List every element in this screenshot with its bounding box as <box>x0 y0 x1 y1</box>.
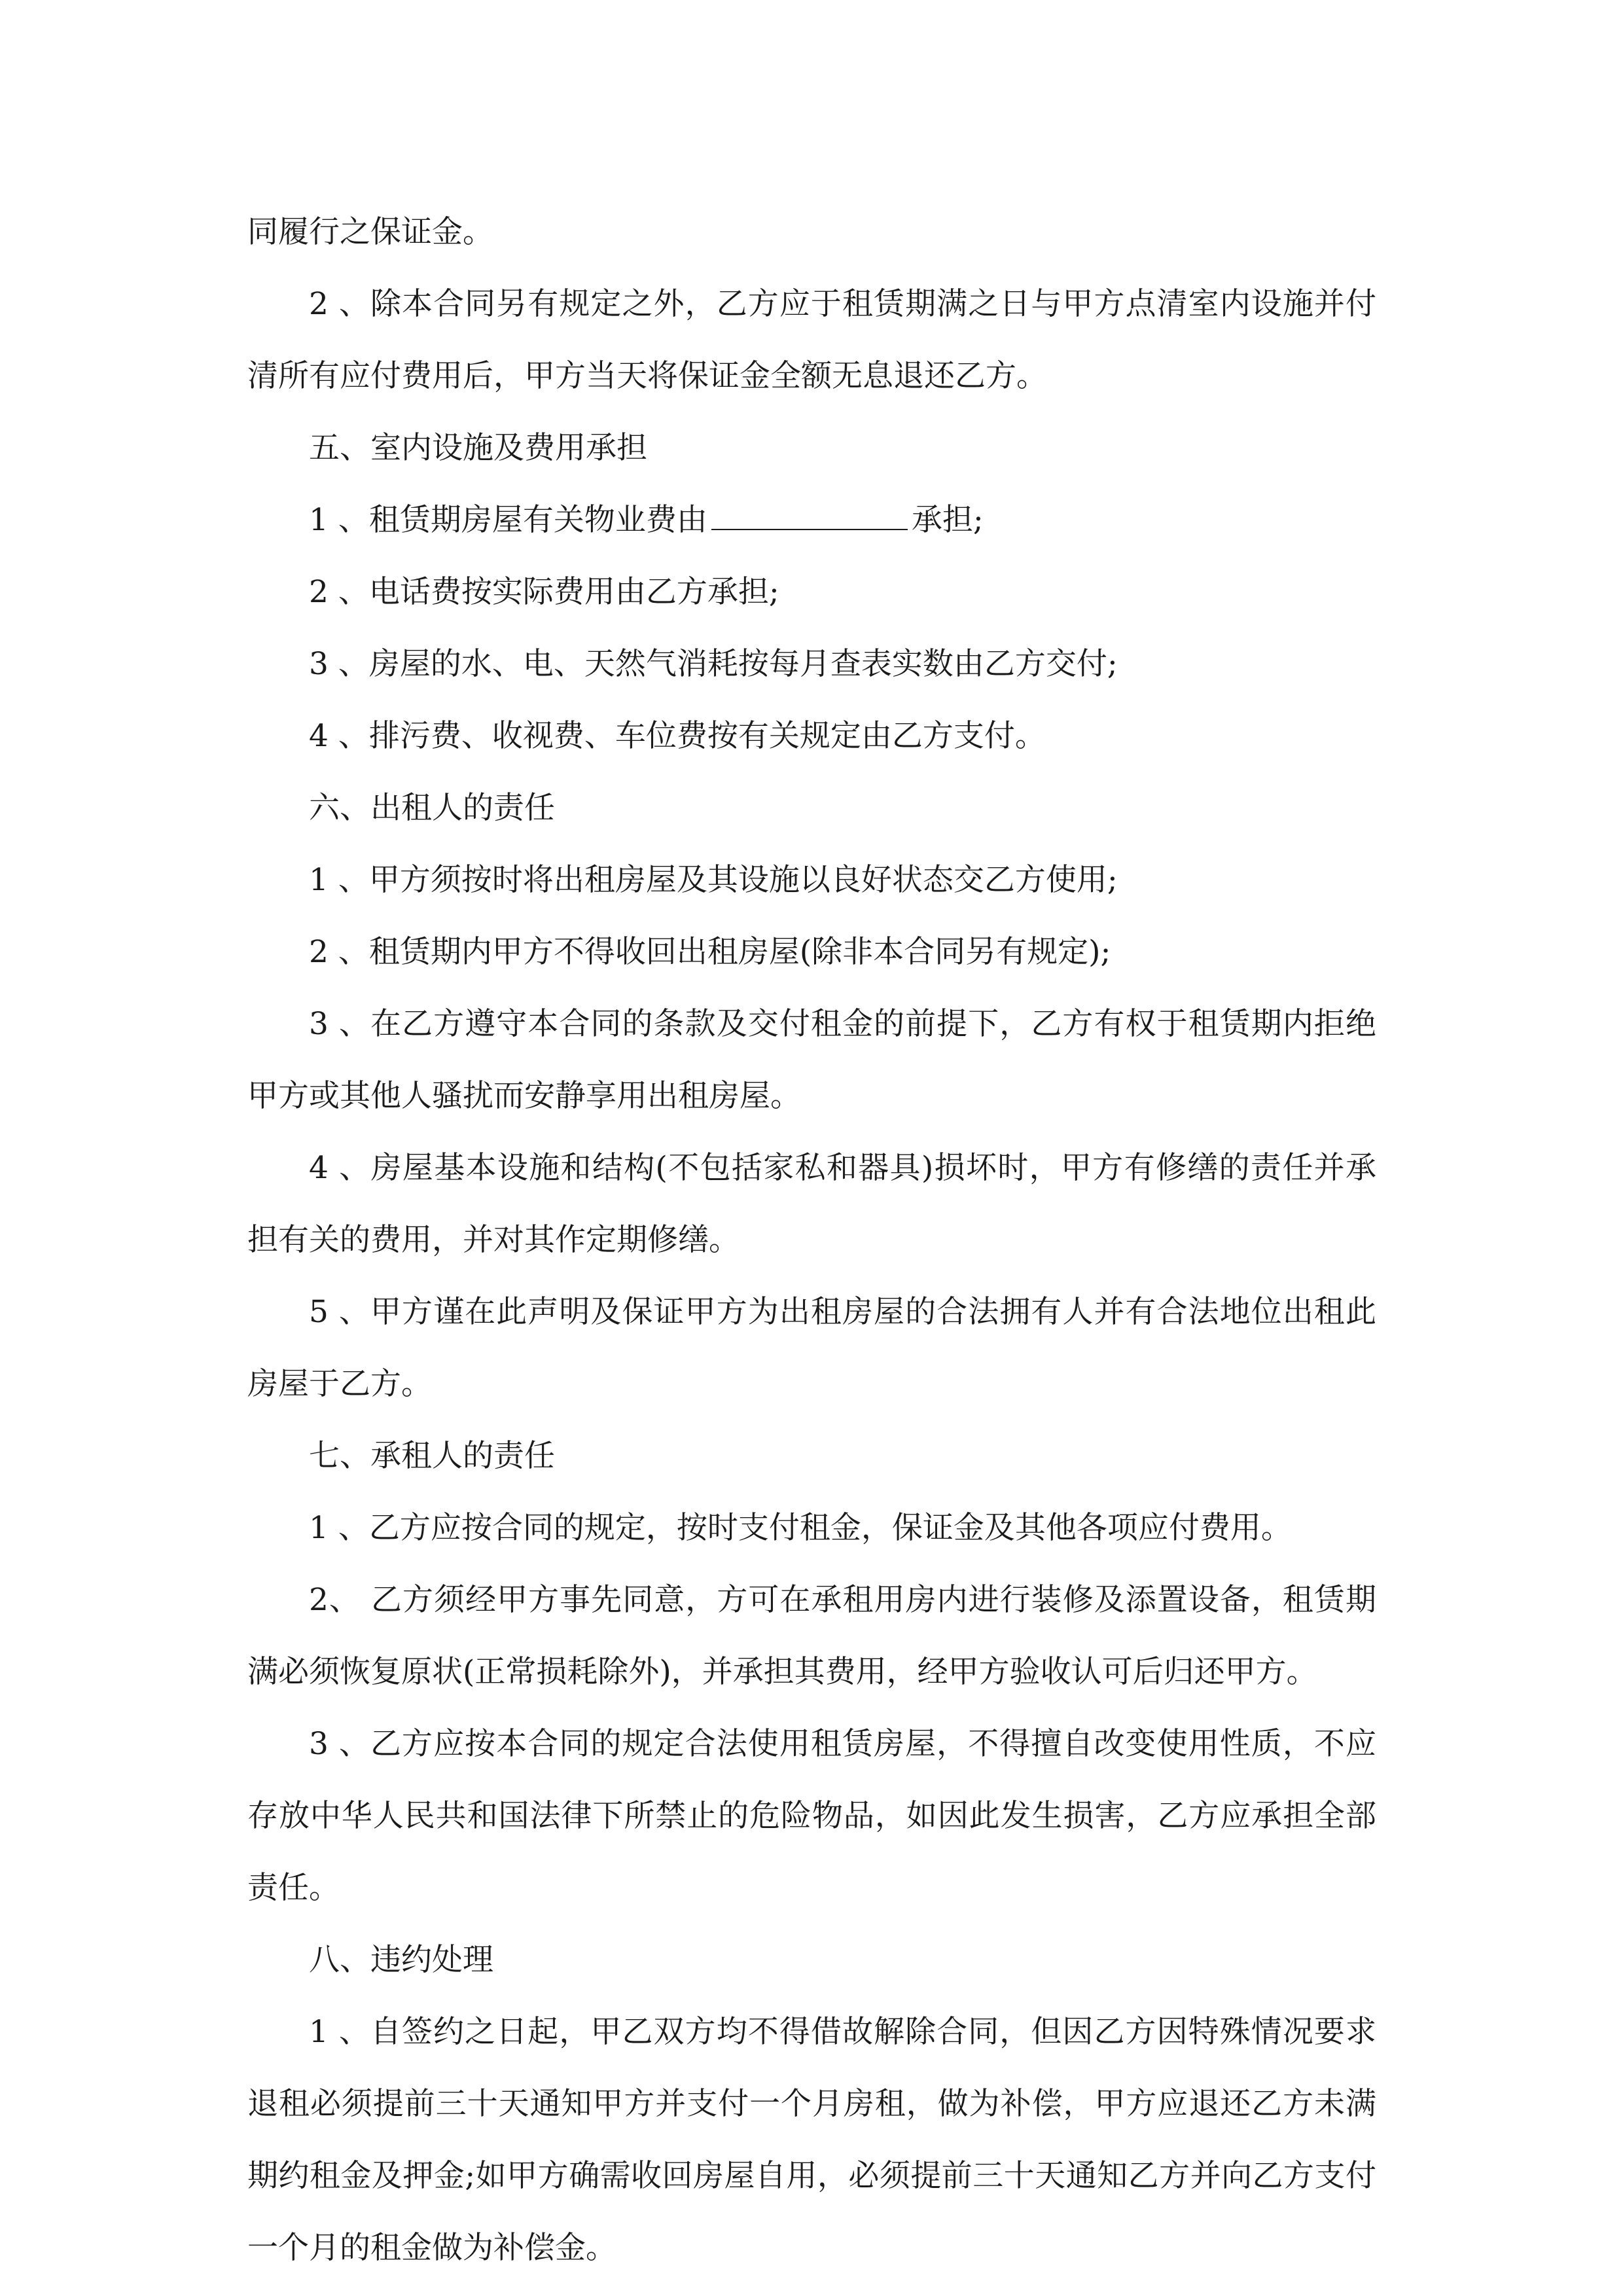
paragraph-10: 2 、租赁期内甲方不得收回出租房屋(除非本合同另有规定); <box>309 934 1111 970</box>
paragraph-17: 3 、乙方应按本合同的规定合法使用租赁房屋，不得擅自改变使用性质，不应存放中华人民共和国法律下所禁止的危险物品，如因此发生损害，乙方应承担全部责任。 <box>247 1726 1376 1906</box>
paragraph-19: 1 、自签约之日起，甲乙双方均不得借故解除合同，但因乙方因特殊情况要求退租必须提前三十天通知甲方并支付一个月房租，做为补偿，甲方应退还乙方未满期约租金及押金;如甲方确需收回房屋自用，必须提前三十天通知乙方并向乙方支付一个月的租金做为补偿金。 <box>247 2014 1376 2266</box>
section-heading-8: 八、违约处理 <box>309 1942 493 1978</box>
paragraph-1: 同履行之保证金。 <box>247 214 493 250</box>
section-heading-6: 六、出租人的责任 <box>309 790 555 826</box>
paragraph-15: 1 、乙方应按合同的规定，按时支付租金，保证金及其他各项应付费用。 <box>309 1510 1292 1546</box>
paragraph-2: 2 、除本合同另有规定之外，乙方应于租赁期满之日与甲方点清室内设施并付清所有应付费用后，甲方当天将保证金全额无息退还乙方。 <box>247 286 1376 394</box>
paragraph-7: 4 、排污费、收视费、车位费按有关规定由乙方支付。 <box>309 718 1046 754</box>
section-heading-5: 五、室内设施及费用承担 <box>309 430 647 466</box>
document-body <box>247 196 1376 2284</box>
paragraph-5: 2 、电话费按实际费用由乙方承担; <box>309 574 779 610</box>
paragraph-12: 4 、房屋基本设施和结构(不包括家私和器具)损坏时，甲方有修缮的责任并承担有关的费用，并对其作定期修缮。 <box>247 1150 1376 1258</box>
paragraph-4-before: 1 、租赁期房屋有关物业费由 <box>309 502 707 538</box>
section-heading-7: 七、承租人的责任 <box>309 1438 555 1474</box>
paragraph-4 <box>247 484 1376 556</box>
paragraph-11: 3 、在乙方遵守本合同的条款及交付租金的前提下，乙方有权于租赁期内拒绝甲方或其他人骚扰而安静享用出租房屋。 <box>247 1006 1376 1114</box>
fill-in-blank <box>711 503 908 530</box>
paragraph-6: 3 、房屋的水、电、天然气消耗按每月查表实数由乙方交付; <box>309 646 1118 682</box>
paragraph-16: 2、 乙方须经甲方事先同意，方可在承租用房内进行装修及添置设备，租赁期满必须恢复原状(正常损耗除外)，并承担其费用，经甲方验收认可后归还甲方。 <box>247 1582 1376 1690</box>
paragraph-13: 5 、甲方谨在此声明及保证甲方为出租房屋的合法拥有人并有合法地位出租此房屋于乙方。 <box>247 1294 1376 1402</box>
paragraph-4-after: 承担; <box>911 502 984 538</box>
paragraph-9: 1 、甲方须按时将出租房屋及其设施以良好状态交乙方使用; <box>309 862 1118 898</box>
